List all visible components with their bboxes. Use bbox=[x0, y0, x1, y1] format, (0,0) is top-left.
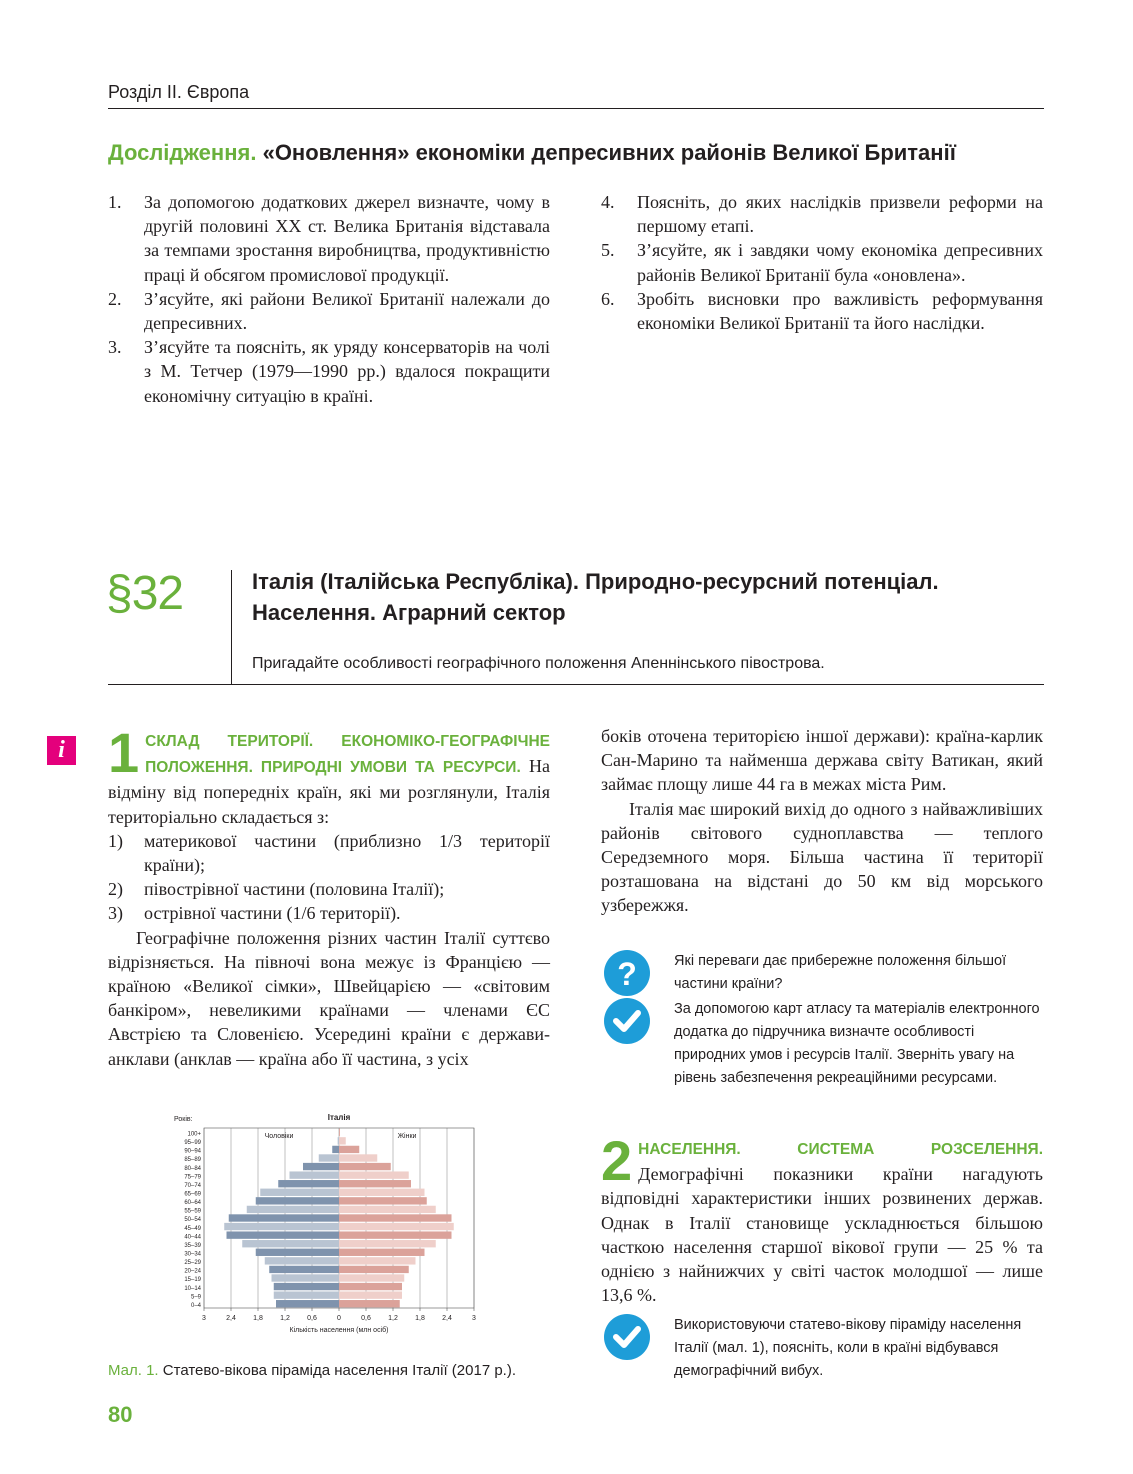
male-bar bbox=[272, 1274, 340, 1281]
male-bar bbox=[332, 1146, 339, 1153]
age-label: 20–24 bbox=[184, 1268, 201, 1275]
x-tick-label: 3 bbox=[202, 1315, 206, 1322]
female-bar bbox=[339, 1274, 404, 1281]
question-number: 5. bbox=[601, 240, 615, 261]
section-number: 1 bbox=[108, 721, 140, 784]
age-label: 90–94 bbox=[184, 1148, 201, 1155]
research-questions-right bbox=[601, 190, 1043, 335]
question-number: 4. bbox=[601, 192, 615, 212]
list-item bbox=[601, 287, 1043, 335]
age-label: 60–64 bbox=[184, 1200, 201, 1207]
male-bar bbox=[303, 1163, 339, 1170]
age-label: 5–9 bbox=[190, 1294, 201, 1301]
page-number: 80 bbox=[108, 1402, 133, 1427]
practice-task bbox=[604, 1314, 1044, 1383]
male-bar bbox=[338, 1137, 339, 1144]
body-paragraph: Італія має широкий вихід до одного з найважливіших районів світового судноплавства — теплого Середземного моря. Більша частина її території розташована на відстані до 50 км від морського узбережжя. bbox=[601, 798, 1043, 916]
question-text: За допомогою додаткових джерел визначте, чому в другій половині ХХ ст. Велика Британія відставала за темпами зростання виробництва, продуктивністю праці й обсягом промислової продукції. bbox=[144, 192, 550, 285]
list-item bbox=[108, 190, 550, 287]
male-bar bbox=[274, 1283, 339, 1290]
male-bar bbox=[224, 1223, 339, 1230]
question-text: З’ясуйте, як і завдяки чому економіка депресивних районів Великої Британії була «оновлена». bbox=[637, 240, 1043, 285]
question-icon bbox=[604, 950, 650, 996]
female-bar bbox=[339, 1266, 409, 1273]
question-number: 1. bbox=[108, 192, 122, 212]
population-pyramid-chart bbox=[170, 1108, 480, 1348]
age-label: 10–14 bbox=[184, 1285, 201, 1292]
age-label: 40–44 bbox=[184, 1234, 201, 1241]
age-label: 25–29 bbox=[184, 1260, 201, 1267]
list-item bbox=[108, 829, 550, 877]
x-tick-label: 1,8 bbox=[415, 1315, 425, 1322]
female-bar bbox=[339, 1240, 436, 1247]
section-heading: НАСЕЛЕННЯ. СИСТЕМА РОЗСЕЛЕННЯ. bbox=[638, 1141, 1043, 1158]
male-bar bbox=[265, 1257, 339, 1264]
question-text: З’ясуйте, які райони Великої Британії належали до депресивних. bbox=[144, 288, 550, 334]
research-label: Дослідження. bbox=[108, 140, 257, 165]
age-label: 0–4 bbox=[190, 1302, 201, 1309]
paragraph-divider bbox=[231, 570, 232, 684]
age-label: 70–74 bbox=[184, 1182, 201, 1189]
y-axis-label: Років: bbox=[174, 1116, 193, 1123]
x-tick-label: 2,4 bbox=[226, 1315, 236, 1322]
list-text: півострівної частини (половина Італії); bbox=[144, 879, 445, 900]
female-bar bbox=[339, 1171, 409, 1178]
male-bar bbox=[242, 1240, 339, 1247]
list-item bbox=[108, 335, 550, 408]
age-label: 75–79 bbox=[184, 1174, 201, 1181]
legend-male: Чоловіки bbox=[264, 1133, 294, 1140]
caption-label: Мал. 1. bbox=[108, 1362, 159, 1379]
section1-left-column bbox=[108, 721, 551, 1071]
female-bar bbox=[339, 1214, 452, 1221]
list-item bbox=[601, 190, 1043, 238]
x-tick-label: 1,2 bbox=[388, 1315, 398, 1322]
list-item bbox=[108, 287, 550, 335]
section-text: Демографічні показники країни нагадують відповідні характеристики інших розвинених держав. Однак в Італії становище ускладнюється більшою часткою населення старшої вікової групи — 25 % та однією з найнижчих у світі часток молодшої — лише 13,6 %. bbox=[601, 1164, 1043, 1306]
female-bar bbox=[339, 1249, 425, 1256]
research-title bbox=[108, 140, 1048, 166]
male-bar bbox=[227, 1231, 340, 1238]
female-bar bbox=[339, 1129, 340, 1136]
svg-text:?: ? bbox=[617, 956, 637, 992]
list-item bbox=[108, 901, 550, 925]
question-text: Які переваги дає прибережне положення більшої частини країни? bbox=[674, 953, 1007, 992]
age-label: 65–69 bbox=[184, 1191, 201, 1198]
list-number: 2) bbox=[108, 879, 123, 900]
chart-title: Італія bbox=[327, 1113, 351, 1122]
x-tick-label: 1,2 bbox=[280, 1315, 290, 1322]
female-bar bbox=[339, 1231, 452, 1238]
female-bar bbox=[339, 1283, 402, 1290]
male-bar bbox=[269, 1266, 339, 1273]
list-text: материкової частини (приблизно 1/3 території країни); bbox=[144, 830, 550, 876]
female-bar bbox=[339, 1137, 346, 1144]
age-label: 100+ bbox=[187, 1131, 201, 1138]
age-label: 80–84 bbox=[184, 1165, 201, 1172]
female-bar bbox=[339, 1197, 427, 1204]
figure-caption bbox=[108, 1362, 516, 1379]
question-text: З’ясуйте та поясніть, як уряду консерваторів на чолі з М. Тетчер (1979—1990 рр.) вдалося покращити економічну ситуацію в країні. bbox=[144, 337, 550, 406]
age-label: 55–59 bbox=[184, 1208, 201, 1215]
male-bar bbox=[229, 1214, 339, 1221]
x-tick-label: 1,8 bbox=[253, 1315, 263, 1322]
x-tick-label: 0,6 bbox=[307, 1315, 317, 1322]
age-label: 30–34 bbox=[184, 1251, 201, 1258]
age-label: 95–99 bbox=[184, 1140, 201, 1147]
male-bar bbox=[319, 1154, 339, 1161]
list-number: 1) bbox=[108, 830, 123, 851]
female-bar bbox=[339, 1223, 454, 1230]
practice-task bbox=[604, 998, 1044, 1090]
male-bar bbox=[278, 1180, 339, 1187]
paragraph-title: Італія (Італійська Республіка). Природно-ресурсний потенціал. Населення. Аграрний сектор bbox=[252, 569, 939, 625]
body-paragraph: Географічне положення різних частин Італії суттєво відрізняється. На півночі вона межує із Францією — країною «Великої сімки», Швейцарією — «світовим банкіром», невеликими країнами — членами ЄС Австрією та Словенією. Усередині країни є держави-анклави (анклав — країна або її частина, з усіх bbox=[108, 927, 550, 1069]
section2 bbox=[601, 1129, 1043, 1307]
task-text: За допомогою карт атласу та матеріалів електронного додатка до підручника визначте особливості природних умов і ресурсів Італії. Зверніть увагу на рівень забезпечення рекреаційними ресурсами. bbox=[674, 1001, 1040, 1086]
legend-female: Жінки bbox=[397, 1133, 417, 1140]
male-bar bbox=[256, 1197, 339, 1204]
x-axis-label: Кількість населення (млн осіб) bbox=[289, 1327, 389, 1334]
female-bar bbox=[339, 1206, 436, 1213]
paragraph-rule bbox=[108, 684, 1044, 685]
female-bar bbox=[339, 1291, 402, 1298]
paragraph-number: §32 bbox=[106, 567, 184, 620]
chart-svg bbox=[170, 1108, 480, 1348]
question-task bbox=[604, 950, 1044, 996]
running-head: Розділ ІІ. Європа bbox=[108, 82, 250, 102]
body-paragraph: боків оточена територією іншої держави): країна-карлик Сан-Марино та найменша держава світу Ватикан, який займає площу лише 44 га в межах міста Рим. bbox=[601, 726, 1043, 795]
list-text: острівної частини (1/6 території). bbox=[144, 903, 401, 924]
female-bar bbox=[339, 1257, 416, 1264]
research-questions-left bbox=[108, 190, 550, 408]
header-divider bbox=[108, 108, 1044, 109]
age-label: 15–19 bbox=[184, 1277, 201, 1284]
list-number: 3) bbox=[108, 903, 123, 924]
female-bar bbox=[339, 1146, 359, 1153]
male-bar bbox=[247, 1206, 339, 1213]
female-bar bbox=[339, 1163, 391, 1170]
female-bar bbox=[339, 1189, 425, 1196]
info-icon: i bbox=[47, 736, 76, 765]
question-text: Поясніть, до яких наслідків призвели реформи на першому етапі. bbox=[637, 192, 1043, 237]
male-bar bbox=[260, 1189, 339, 1196]
age-label: 45–49 bbox=[184, 1225, 201, 1232]
question-text: Зробіть висновки про важливість реформування економіки Великої Британії та його наслідки. bbox=[637, 288, 1043, 334]
question-number: 2. bbox=[108, 288, 122, 309]
caption-text: Статево-вікова піраміда населення Італії (2017 р.). bbox=[162, 1362, 516, 1379]
x-tick-label: 0 bbox=[337, 1315, 341, 1322]
question-number: 6. bbox=[601, 288, 615, 309]
age-label: 85–89 bbox=[184, 1157, 201, 1164]
question-number: 3. bbox=[108, 337, 122, 358]
checkmark-icon bbox=[604, 1314, 650, 1360]
female-bar bbox=[339, 1300, 400, 1307]
x-tick-label: 2,4 bbox=[442, 1315, 452, 1322]
list-item bbox=[108, 877, 550, 901]
list-item bbox=[601, 238, 1043, 286]
age-label: 35–39 bbox=[184, 1242, 201, 1249]
female-bar bbox=[339, 1154, 377, 1161]
section-number: 2 bbox=[601, 1129, 633, 1192]
paragraph-hint: Пригадайте особливості географічного положення Апеннінського півострова. bbox=[252, 655, 825, 672]
section-intro: На відміну від попередніх країн, які ми розглянули, Італія територіально складається з: bbox=[108, 756, 551, 827]
age-label: 50–54 bbox=[184, 1217, 201, 1224]
checkmark-icon bbox=[604, 998, 650, 1044]
male-bar bbox=[290, 1171, 340, 1178]
male-bar bbox=[256, 1249, 339, 1256]
x-tick-label: 0,6 bbox=[361, 1315, 371, 1322]
female-bar bbox=[339, 1180, 411, 1187]
section-heading: СКЛАД ТЕРИТОРІЇ. ЕКОНОМІКО-ГЕОГРАФІЧНЕ ПОЛОЖЕННЯ. ПРИРОДНІ УМОВИ ТА РЕСУРСИ. bbox=[145, 733, 550, 777]
section1-right-column bbox=[601, 724, 1043, 918]
x-tick-label: 3 bbox=[472, 1315, 476, 1322]
task-text: Використовуючи статево-вікову піраміду населення Італії (мал. 1), поясніть, коли в країні відбувався демографічний вибух. bbox=[674, 1317, 1022, 1379]
male-bar bbox=[276, 1300, 339, 1307]
male-bar bbox=[274, 1291, 339, 1298]
research-heading: «Оновлення» економіки депресивних районів Великої Британії bbox=[262, 140, 956, 165]
